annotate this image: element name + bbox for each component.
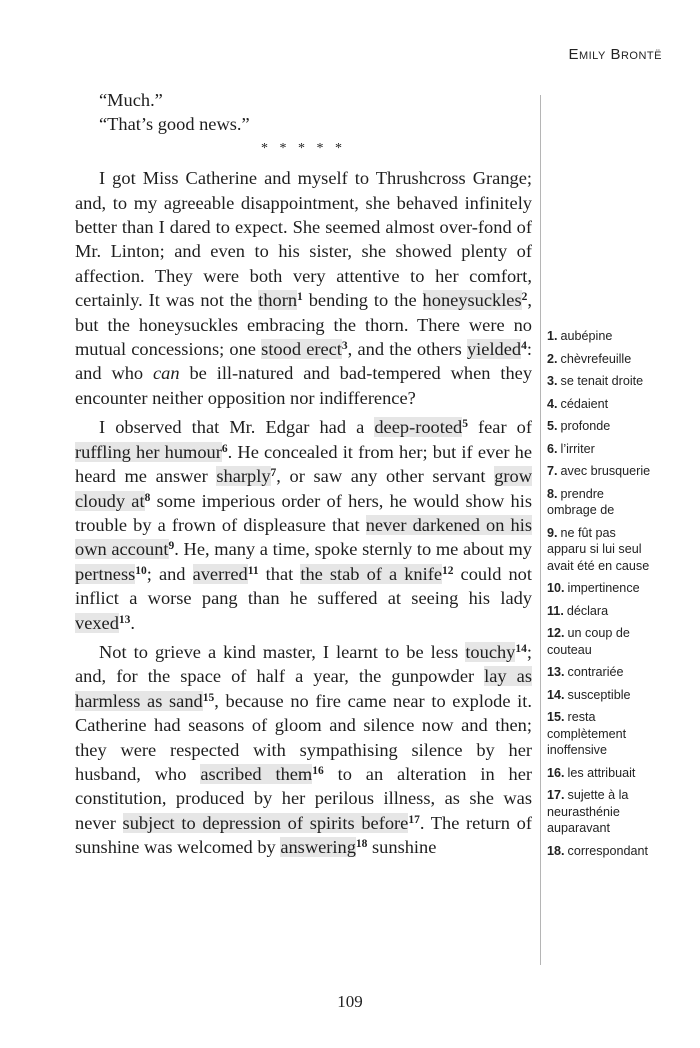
footnote-ref: 12 xyxy=(441,564,454,577)
glossary-number: 13. xyxy=(547,665,565,679)
glossed-term: deep-rooted xyxy=(374,417,463,438)
glossary-item xyxy=(547,843,657,860)
main-text xyxy=(75,88,532,860)
footnote-ref: 2 xyxy=(521,291,528,304)
body-paragraph xyxy=(75,415,532,635)
footnote-ref: 17 xyxy=(408,813,420,826)
text-run: Not to grieve a kind master, I learnt to be less xyxy=(99,641,466,662)
glossed-term: averred xyxy=(192,563,248,584)
glossary-number: 17. xyxy=(547,788,565,802)
glossary-definition: l’irriter xyxy=(560,441,595,456)
glossed-term: subject to depression of spirits before xyxy=(122,812,409,833)
footnote-ref: 13 xyxy=(118,613,131,626)
glossary-number: 5. xyxy=(547,419,558,433)
text-run: . The return of sunshine was welcomed by xyxy=(75,812,532,858)
glossed-term: answering xyxy=(280,837,356,858)
footnote-ref: 11 xyxy=(247,564,259,577)
glossed-term: ruffling her humour xyxy=(75,441,222,462)
glossary-definition: susceptible xyxy=(567,687,631,702)
glossary-number: 15. xyxy=(547,710,565,724)
text-run: some imperious order of hers, he would show his trouble by a frown of displeasure that xyxy=(75,490,532,535)
glossary-item xyxy=(547,625,657,658)
text-run: ; and xyxy=(146,563,193,584)
glossary-item xyxy=(547,441,657,458)
text-run: , or saw any other servant xyxy=(276,466,495,487)
glossary-definition: se tenait droite xyxy=(560,374,644,388)
glossed-term: sharply xyxy=(216,466,271,487)
glossary-item xyxy=(547,418,657,435)
glossary-definition: impertinence xyxy=(567,581,640,595)
author-name: Emily Brontë xyxy=(568,46,662,63)
glossary-item xyxy=(547,765,657,782)
glossary-definition: les attribuait xyxy=(567,765,636,780)
glossary-item xyxy=(547,525,657,575)
text-run: , and the others xyxy=(347,339,467,360)
running-header xyxy=(568,46,662,63)
glossary-item xyxy=(547,664,657,681)
glossary-number: 18. xyxy=(547,843,565,858)
glossed-term: thorn xyxy=(258,290,298,311)
footnote-ref: 8 xyxy=(144,491,151,504)
footnote-ref: 6 xyxy=(221,442,228,455)
emphasis: can xyxy=(153,363,180,384)
glossary-item xyxy=(547,709,657,759)
paragraphs xyxy=(75,166,532,859)
glossary-definition: sujette à la neurasthénie auparavant xyxy=(547,788,629,835)
text-run: bending to the xyxy=(302,290,423,311)
text-run: to an alteration in her constitution, produced by her perilous illness, as she was never xyxy=(75,763,532,833)
footnote-ref: 9 xyxy=(168,540,175,553)
glossary-item xyxy=(547,486,657,519)
glossary-definition: profonde xyxy=(560,419,611,433)
text-run: be ill-natured and bad-tempered when they encounter neither opposition nor indifference? xyxy=(75,363,533,408)
glossary-number: 2. xyxy=(547,351,558,366)
glossed-term: touchy xyxy=(465,641,516,662)
glossary-item xyxy=(547,603,657,620)
glossary-item xyxy=(547,396,657,413)
footnote-ref: 18 xyxy=(355,838,368,851)
text-run: ; and, for the space of half a year, the gunpowder xyxy=(75,641,532,687)
dialogue-line: “That’s good news.” xyxy=(99,114,250,135)
glossary-item xyxy=(547,328,657,345)
glossary-number: 14. xyxy=(547,687,565,702)
dialogue-line: “Much.” xyxy=(99,90,163,110)
footnote-ref: 5 xyxy=(462,418,468,431)
glossary-definition: contrariée xyxy=(567,665,624,679)
glossary-definition: correspondant xyxy=(567,843,649,858)
glossary-item xyxy=(547,463,657,480)
glossary-number: 9. xyxy=(547,525,558,540)
footnote-ref: 16 xyxy=(312,764,324,777)
text-run: , but the honeysuckles embracing the thorn. There were no mutual concessions; one xyxy=(75,290,532,360)
body-paragraph xyxy=(75,640,532,860)
glossed-term: ascribed them xyxy=(200,763,313,784)
glossary-number: 3. xyxy=(547,374,558,388)
footnote-ref: 3 xyxy=(341,340,348,353)
glossary-definition: chèvrefeuille xyxy=(560,351,632,366)
glossary-number: 12. xyxy=(547,626,565,640)
glossary-number: 1. xyxy=(547,329,558,343)
glossary-item xyxy=(547,687,657,704)
glossed-term: stood erect xyxy=(261,339,342,360)
glossed-term: never darkened on his own account xyxy=(75,514,532,560)
text-run: could not inflict a worse pang than he suffered at seeing his lady xyxy=(75,563,532,609)
glossary-number: 8. xyxy=(547,486,558,501)
section-separator: * * * * * xyxy=(261,140,346,156)
glossary-number: 7. xyxy=(547,464,558,478)
glossary-item xyxy=(547,787,657,837)
glossed-term: lay as harmless as sand xyxy=(75,666,532,711)
glossed-term: vexed xyxy=(75,612,119,633)
page-number: 109 xyxy=(337,992,363,1011)
margin-rule xyxy=(540,95,541,965)
glossary-definition: prendre ombrage de xyxy=(547,486,615,517)
footnote-ref: 15 xyxy=(202,691,215,704)
glossed-term: pertness xyxy=(75,563,136,584)
glossed-term: grow cloudy at xyxy=(75,466,532,511)
glossed-term: the stab of a knife xyxy=(300,563,442,584)
text-run: . He, many a time, spoke sternly to me about my xyxy=(174,539,533,560)
glossed-term: yielded xyxy=(466,339,522,360)
glossary-definition: ne fût pas apparu si lui seul avait été en cause xyxy=(547,525,650,573)
footnote-ref: 10 xyxy=(135,564,147,577)
glossary-definition: aubépine xyxy=(560,329,613,343)
text-run: . He concealed it from her; but if ever he heard me answer xyxy=(75,441,533,487)
glossary-number: 16. xyxy=(547,765,565,780)
glossary-item xyxy=(547,580,657,597)
glossary-definition: cédaient xyxy=(560,396,609,411)
footnote-ref: 7 xyxy=(270,467,277,480)
text-run: , because no fire came near to explode it. Catherine had seasons of gloom and silence now and then; they were respected with sympathising silence by her husband, who xyxy=(75,690,532,784)
text-run: : and who xyxy=(75,339,532,384)
text-run: I got Miss Catherine and myself to Thrushcross Grange; and, to my agreeable disappointment, she behaved infinitely better than I dared to expect. She seemed almost over-fond of Mr. Linton; and even to his sister, she showed plenty of affection. They were both very attentive to her comfort, certainly. It was not the xyxy=(75,168,532,311)
footnote-ref: 1 xyxy=(297,291,303,304)
glossary-definition: resta complètement inoffensive xyxy=(547,710,627,757)
text-run: fear of xyxy=(467,417,532,438)
footnote-ref: 14 xyxy=(515,642,527,655)
glossary-number: 4. xyxy=(547,396,558,411)
text-run: I observed that Mr. Edgar had a xyxy=(99,417,375,438)
text-run: . xyxy=(130,612,136,633)
footnote-ref: 4 xyxy=(521,340,527,353)
body-paragraph xyxy=(75,166,532,410)
glossary-definition: avec brusquerie xyxy=(560,464,651,478)
glossary-number: 10. xyxy=(547,581,565,595)
glossary-number: 6. xyxy=(547,441,558,456)
glossed-term: honeysuckles xyxy=(422,290,522,311)
text-run: that xyxy=(258,563,301,584)
glossary-item xyxy=(547,351,657,368)
text-run: sunshine xyxy=(367,837,437,858)
glossary-number: 11. xyxy=(547,603,564,618)
glossary xyxy=(547,328,657,865)
glossary-definition: un coup de couteau xyxy=(547,626,630,657)
glossary-item xyxy=(547,373,657,390)
glossary-definition: déclara xyxy=(566,603,609,618)
